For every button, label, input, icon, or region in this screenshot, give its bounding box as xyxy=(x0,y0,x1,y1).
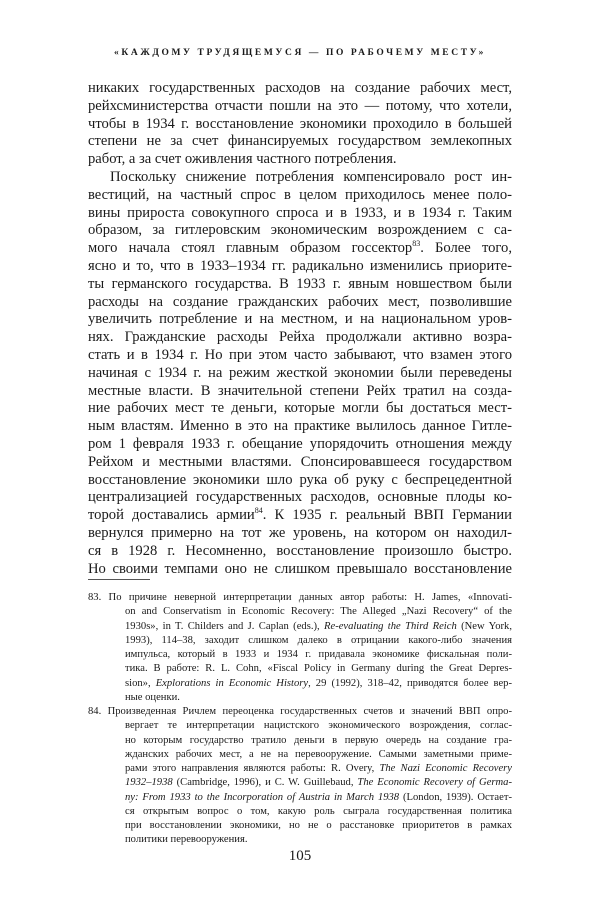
body-line xyxy=(88,276,512,294)
body-line xyxy=(88,347,512,365)
text-segment: . Более того, xyxy=(420,240,512,257)
italic-title: ny: From 1933 to the Incorporation of Austria in March 1938 xyxy=(125,791,400,803)
footnote-line xyxy=(88,734,512,748)
text-segment: ся в 1928 г. Несомненно, восстановление произошло быстро. xyxy=(88,542,512,559)
text-segment: при восстановлении экономики, но не о расстановке приоритетов в рамках xyxy=(125,820,512,831)
footnote-line xyxy=(88,605,512,619)
footnote-line xyxy=(88,662,512,676)
body-line xyxy=(88,561,512,579)
body-line xyxy=(88,116,512,134)
text-segment: начиная с 1934 г. на режим жесткой экономии были переведены xyxy=(88,364,512,381)
text-segment: (Cambridge, 1996), и C. W. Guillebaud, xyxy=(172,777,358,789)
text-segment: политики перевооружения. xyxy=(125,834,248,846)
text-segment: Поскольку снижение потребления компенсировало рост ин- xyxy=(110,168,512,185)
text-segment: Рейхом и местными властями. Спонсировавшееся государством xyxy=(88,453,512,470)
text-segment: 84. Произведенная Ричлем переоценка государственных счетов и значений ВВП опро- xyxy=(88,706,512,717)
text-segment: тика. В работе: R. L. Cohn, «Fiscal Policy in Germany during the Great Depres- xyxy=(125,663,512,675)
text-segment: 83. По причине неверной интерпретации данных автор работы: H. James, «Innovati- xyxy=(88,592,512,603)
footnote-line xyxy=(88,634,512,648)
body-line xyxy=(88,543,512,561)
text-segment: ные оценки. xyxy=(125,691,180,703)
text-segment: жданских рабочих мест, а не на перевооружение. Самыми заметными приме- xyxy=(125,748,512,760)
body-line xyxy=(88,187,512,205)
footnote-line xyxy=(88,705,512,719)
text-segment: ся открытым вопрос о том, какую роль сыграла государственная политика xyxy=(125,805,512,817)
text-segment: образом, за гитлеровским экономическим возрождением с са- xyxy=(88,222,512,239)
text-segment: ным властям. Именно в это на практике вылилось данное Гитле- xyxy=(88,418,512,435)
body-line xyxy=(88,507,512,525)
body-line xyxy=(88,240,512,258)
text-segment: вергает те интерпретации нацистского экономического возрождения, соглас- xyxy=(125,720,512,732)
text-segment: чтобы в 1934 г. восстановление экономики проходило в большей xyxy=(88,115,512,132)
italic-title: The Nazi Economic Recovery xyxy=(379,763,512,774)
footnote-reference: 83 xyxy=(412,240,421,249)
text-segment: восстановление экономики шло рука об руку с беспрецедентной xyxy=(88,471,512,488)
page-number: 105 xyxy=(288,848,312,864)
footnote-line xyxy=(88,805,512,819)
text-segment: ром 1 февраля 1933 г. обещание упорядочить отношения между xyxy=(88,435,512,452)
footnote-line xyxy=(88,648,512,662)
body-line xyxy=(88,169,512,187)
text-segment: местные власти. В значительной степени Рейх тратил на созда- xyxy=(88,382,512,399)
footnote-line xyxy=(88,762,512,776)
running-header: «КАЖДОМУ ТРУДЯЩЕМУСЯ — ПО РАБОЧЕМУ МЕСТУ» xyxy=(114,48,486,58)
text-segment: вины прироста совокупного спроса и в 1933, и в 1934 г. Таким xyxy=(88,204,512,221)
body-line xyxy=(88,311,512,329)
text-segment: централизацией государственных расходов, основные плоды ко- xyxy=(88,489,512,506)
text-segment: ясно и то, что в 1933–1934 гг. радикально изменились приорите- xyxy=(88,257,512,274)
body-line xyxy=(88,133,512,151)
body-line xyxy=(88,98,512,116)
body-line xyxy=(88,205,512,223)
italic-title: Explorations in Economic History xyxy=(155,677,309,689)
footnotes xyxy=(88,591,512,848)
body-line xyxy=(88,489,512,507)
text-segment: нях. Гражданские расходы Рейха продолжали активно возра- xyxy=(88,329,512,346)
footnote-line xyxy=(88,691,512,705)
text-segment: 1930s», in T. Childers and J. Caplan (eds.), xyxy=(125,620,325,632)
text-segment: торой доставались армии xyxy=(88,507,255,524)
footnote-line xyxy=(88,819,512,833)
text-segment: (London, 1939). Остает- xyxy=(399,791,512,803)
italic-title: Re-evaluating the Third Reich xyxy=(324,620,457,632)
text-segment: увеличить потребление и на местном, и на национальном уров- xyxy=(88,311,512,328)
footnote-divider xyxy=(88,579,150,580)
text-segment: on and Conservatism in Economic Recovery: The Alleged „Nazi Recovery“ of the xyxy=(125,606,512,618)
body-line xyxy=(88,329,512,347)
body-line xyxy=(88,294,512,312)
text-segment: вестиций, на частный спрос в целом приходилось менее поло- xyxy=(88,186,512,203)
footnote-line xyxy=(88,776,512,790)
body-line xyxy=(88,436,512,454)
body-line xyxy=(88,418,512,436)
text-segment: ние рабочих мест те деньги, которые могли бы достаться мест- xyxy=(88,400,512,417)
body-line xyxy=(88,151,512,169)
text-segment: ты германского государства. В 1933 г. явным новшеством были xyxy=(88,275,512,292)
text-segment: sion», xyxy=(125,677,156,689)
body-line xyxy=(88,383,512,401)
body-line xyxy=(88,525,512,543)
body-line xyxy=(88,400,512,418)
text-segment: (New York, xyxy=(456,620,512,632)
text-segment: Но своими темпами оно не слишком превышало восстановление xyxy=(88,560,512,577)
text-segment: вернулся примерно на тот же уровень, на котором он находил- xyxy=(88,524,512,541)
text-segment: импульса, который в 1933 и 1934 г. придавала экономике фискальная поли- xyxy=(125,649,512,660)
italic-title: The Economic Recovery of Germa- xyxy=(357,777,512,789)
footnote-line xyxy=(88,719,512,733)
text-segment: расходы на создание гражданских рабочих мест, позволившие xyxy=(88,293,512,310)
footnote-line xyxy=(88,591,512,605)
footnote-line xyxy=(88,791,512,805)
body-text xyxy=(88,80,512,578)
footnote-line xyxy=(88,677,512,691)
body-line xyxy=(88,365,512,383)
text-segment: никаких государственных расходов на создание рабочих мест, xyxy=(88,80,512,96)
body-line xyxy=(88,258,512,276)
footnote-line xyxy=(88,620,512,634)
body-line xyxy=(88,472,512,490)
text-segment: но которым государство тратило деньги в первую очередь на создание гра- xyxy=(125,734,512,746)
body-line xyxy=(88,222,512,240)
text-segment: рейхсминистерства отчасти пошли на это — потому, что хотели, xyxy=(88,97,512,114)
text-segment: , 29 (1992), 318–42, приводятся более вер- xyxy=(308,677,512,689)
text-segment: . К 1935 г. реальный ВВП Германии xyxy=(262,507,512,524)
text-segment: степени не за счет финансируемых государством землекопных xyxy=(88,133,512,150)
footnote-line xyxy=(88,748,512,762)
text-segment: 1993), 114–38, заходит слишком далеко в отрицании какого-либо значения xyxy=(125,634,512,646)
footnote-line xyxy=(88,833,512,847)
text-segment: рами этого направления являются работы: R. Overy, xyxy=(125,763,380,774)
body-line xyxy=(88,454,512,472)
text-segment: стать и в 1934 г. Но при этом часто забывают, что взамен этого xyxy=(88,346,512,363)
text-segment: мого начала стоял главным образом госсектор xyxy=(88,240,413,257)
footnote-reference: 84 xyxy=(254,507,263,516)
body-line xyxy=(88,80,512,98)
italic-title: 1932–1938 xyxy=(125,777,173,789)
text-segment: работ, а за счет оживления частного потребления. xyxy=(88,151,397,168)
